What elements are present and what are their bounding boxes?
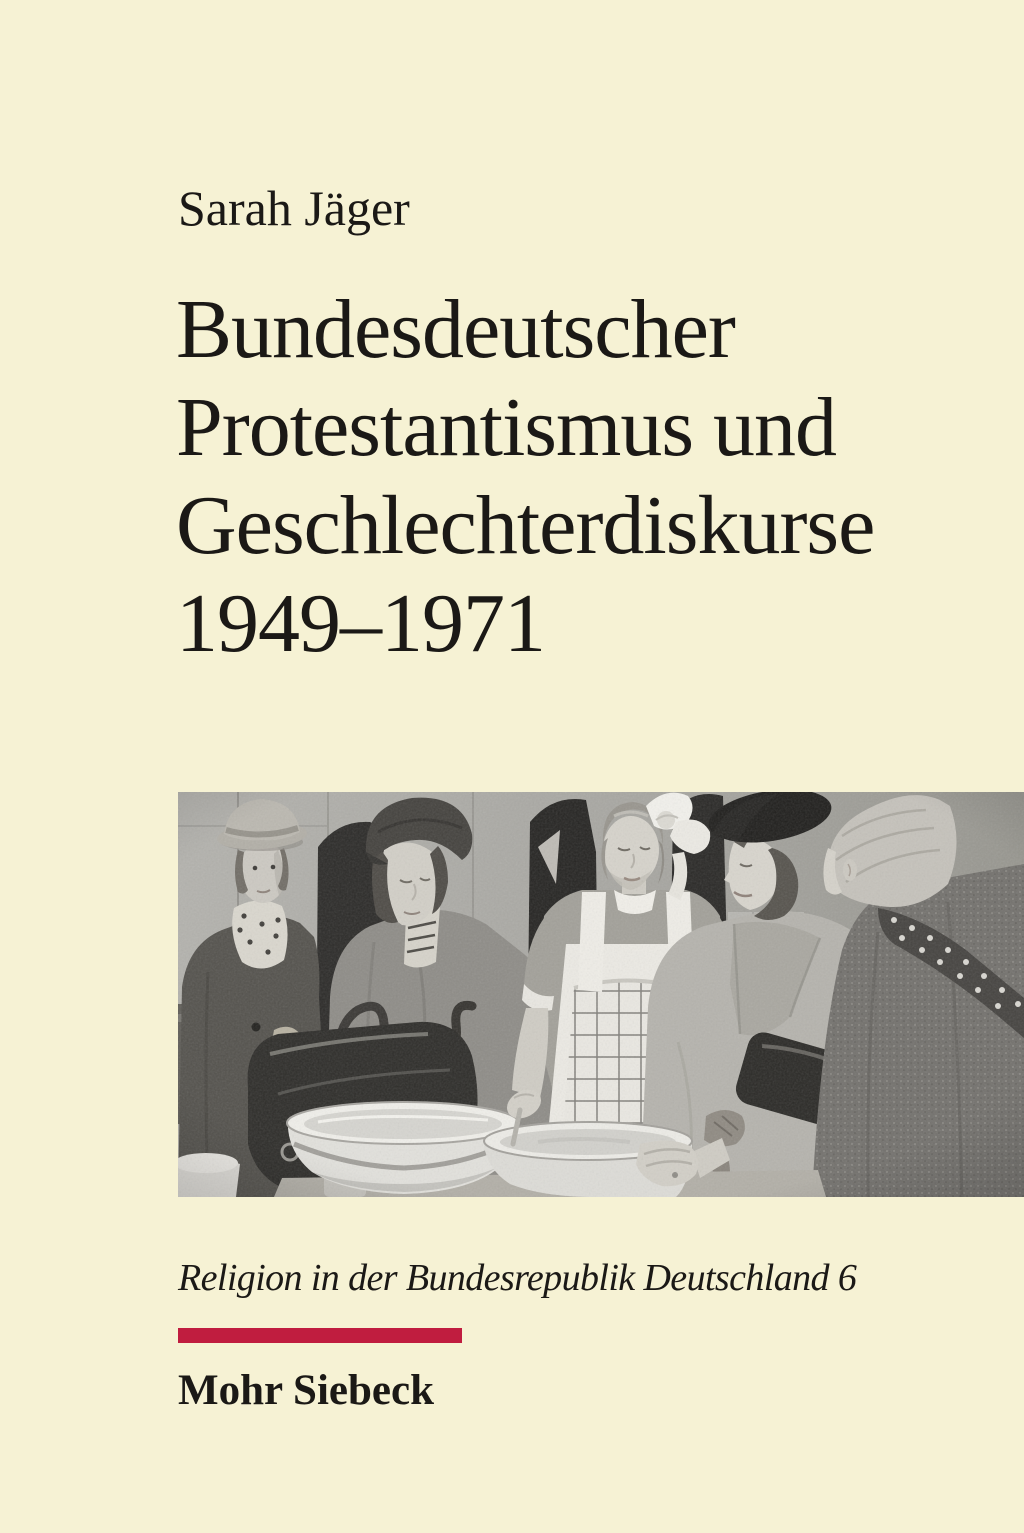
- vignette-overlay: [178, 792, 1024, 1197]
- book-title: [176, 281, 874, 673]
- author-name: Sarah Jäger: [178, 180, 410, 236]
- cover-photo: [178, 792, 1024, 1197]
- title-line-1: Bundesdeutscher: [176, 283, 735, 376]
- publisher-name: Mohr Siebeck: [178, 1367, 435, 1414]
- title-line-4: 1949–1971: [176, 577, 545, 670]
- accent-bar: [178, 1328, 462, 1343]
- series-title: Religion in der Bundesrepublik Deutschland 6: [178, 1257, 857, 1299]
- title-line-3: Geschlechterdiskurse: [176, 479, 875, 572]
- title-line-2: Protestantismus und: [176, 381, 837, 474]
